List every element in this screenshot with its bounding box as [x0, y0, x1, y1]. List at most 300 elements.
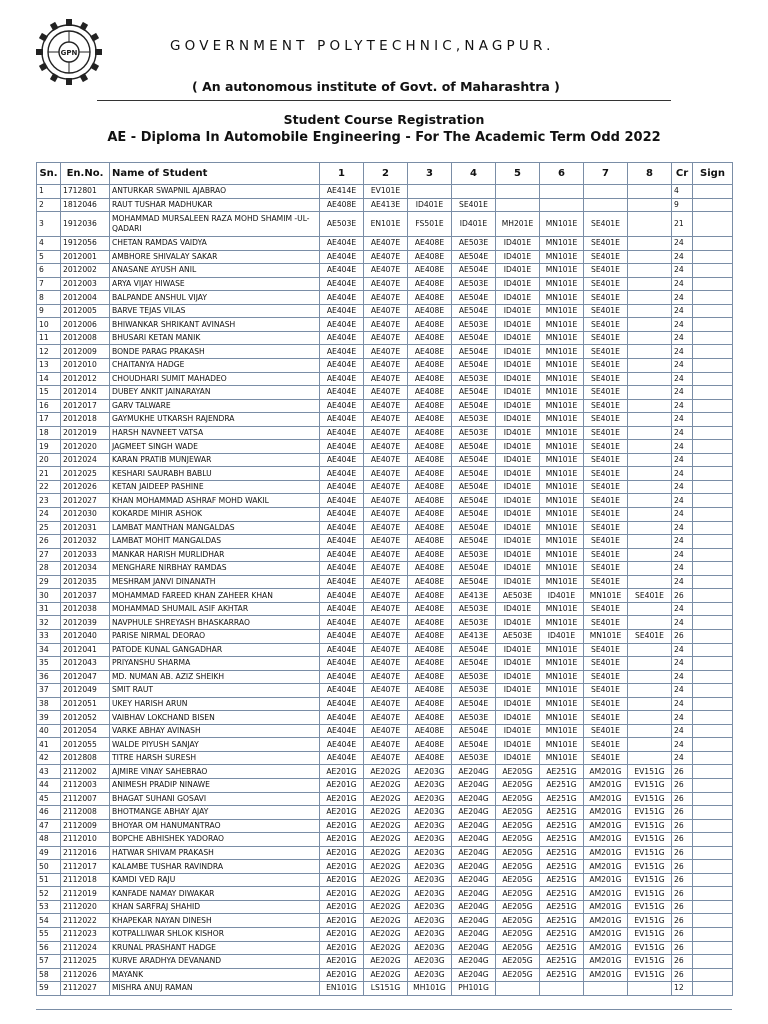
- table-cell: AE407E: [364, 711, 408, 725]
- table-cell: ID401E: [496, 711, 540, 725]
- table-cell: AE404E: [320, 304, 364, 318]
- table-cell: 37: [37, 684, 61, 698]
- table-cell: EV151G: [628, 778, 672, 792]
- table-cell: 2012020: [61, 440, 110, 454]
- sign-cell: [693, 792, 733, 806]
- table-cell: SE401E: [584, 453, 628, 467]
- table-cell: AE413E: [364, 198, 408, 212]
- student-name-cell: HARSH NAVNEET VATSA: [110, 426, 320, 440]
- separator-rule: [97, 100, 671, 101]
- table-cell: AE404E: [320, 670, 364, 684]
- table-cell: AE404E: [320, 237, 364, 251]
- table-cell: ID401E: [496, 535, 540, 549]
- table-row: [37, 562, 733, 576]
- sign-cell: [693, 684, 733, 698]
- table-cell: MN101E: [540, 277, 584, 291]
- table-cell: 2112022: [61, 914, 110, 928]
- sign-cell: [693, 237, 733, 251]
- table-row: [37, 846, 733, 860]
- table-cell: 24: [672, 291, 693, 305]
- table-cell: AE404E: [320, 643, 364, 657]
- table-cell: AE407E: [364, 629, 408, 643]
- table-cell: 2112024: [61, 941, 110, 955]
- table-cell: ID401E: [496, 304, 540, 318]
- table-cell: 2112025: [61, 955, 110, 969]
- table-cell: AE404E: [320, 535, 364, 549]
- table-cell: EV151G: [628, 819, 672, 833]
- table-cell: [452, 185, 496, 199]
- student-name-cell: CHAITANYA HADGE: [110, 359, 320, 373]
- table-cell: MN101E: [540, 562, 584, 576]
- table-cell: AE204G: [452, 955, 496, 969]
- table-cell: AE407E: [364, 318, 408, 332]
- table-cell: AE407E: [364, 250, 408, 264]
- table-cell: AE203G: [408, 955, 452, 969]
- table-cell: SE401E: [584, 548, 628, 562]
- sign-cell: [693, 535, 733, 549]
- table-cell: 24: [672, 331, 693, 345]
- table-cell: [628, 724, 672, 738]
- table-cell: 2012017: [61, 399, 110, 413]
- table-cell: AE404E: [320, 738, 364, 752]
- table-cell: AE202G: [364, 846, 408, 860]
- table-cell: AE204G: [452, 900, 496, 914]
- table-cell: AE504E: [452, 521, 496, 535]
- table-cell: 24: [672, 738, 693, 752]
- table-row: [37, 927, 733, 941]
- table-cell: AE408E: [320, 198, 364, 212]
- table-cell: ID401E: [496, 345, 540, 359]
- table-cell: AE407E: [364, 643, 408, 657]
- table-row: [37, 345, 733, 359]
- table-cell: MN101E: [540, 751, 584, 765]
- table-cell: AE503E: [452, 318, 496, 332]
- table-cell: 28: [37, 562, 61, 576]
- table-cell: AE205G: [496, 887, 540, 901]
- table-cell: AM201G: [584, 955, 628, 969]
- table-cell: SE401E: [584, 724, 628, 738]
- table-row: [37, 792, 733, 806]
- table-cell: 2112007: [61, 792, 110, 806]
- table-cell: AE408E: [408, 237, 452, 251]
- table-row: [37, 575, 733, 589]
- sign-cell: [693, 778, 733, 792]
- table-cell: SE401E: [452, 198, 496, 212]
- table-cell: ID401E: [496, 237, 540, 251]
- table-cell: SE401E: [584, 250, 628, 264]
- table-cell: 2012018: [61, 413, 110, 427]
- table-row: [37, 291, 733, 305]
- table-cell: AE404E: [320, 264, 364, 278]
- table-cell: 24: [672, 304, 693, 318]
- table-row: [37, 304, 733, 318]
- table-cell: AE205G: [496, 833, 540, 847]
- table-cell: EV151G: [628, 927, 672, 941]
- student-name-cell: KHAN SARFRAJ SHAHID: [110, 900, 320, 914]
- table-cell: AE203G: [408, 873, 452, 887]
- student-name-cell: VAIBHAV LOKCHAND BISEN: [110, 711, 320, 725]
- table-cell: [628, 711, 672, 725]
- table-cell: AE404E: [320, 426, 364, 440]
- table-cell: EV151G: [628, 955, 672, 969]
- student-name-cell: BONDE PARAG PRAKASH: [110, 345, 320, 359]
- table-cell: 26: [672, 629, 693, 643]
- table-row: [37, 237, 733, 251]
- table-cell: SE401E: [584, 359, 628, 373]
- table-cell: AE251G: [540, 792, 584, 806]
- student-name-cell: KANFADE NAMAY DIWAKAR: [110, 887, 320, 901]
- table-cell: ID401E: [496, 548, 540, 562]
- table-cell: ID401E: [496, 724, 540, 738]
- student-name-cell: ARYA VIJAY HIWASE: [110, 277, 320, 291]
- sign-cell: [693, 900, 733, 914]
- table-cell: AE407E: [364, 413, 408, 427]
- table-cell: 26: [672, 819, 693, 833]
- table-cell: AE204G: [452, 778, 496, 792]
- student-name-cell: BHAGAT SUHANI GOSAVI: [110, 792, 320, 806]
- table-cell: AE407E: [364, 575, 408, 589]
- table-cell: 9: [37, 304, 61, 318]
- table-cell: 2112017: [61, 860, 110, 874]
- table-cell: EV151G: [628, 765, 672, 779]
- table-cell: [628, 185, 672, 199]
- table-cell: ID401E: [496, 467, 540, 481]
- table-cell: 24: [672, 237, 693, 251]
- table-cell: SE401E: [584, 575, 628, 589]
- table-cell: [584, 185, 628, 199]
- table-cell: [540, 982, 584, 996]
- table-cell: AE202G: [364, 819, 408, 833]
- table-cell: EV151G: [628, 806, 672, 820]
- table-cell: AE503E: [452, 413, 496, 427]
- table-cell: [628, 359, 672, 373]
- table-cell: MN101E: [540, 711, 584, 725]
- table-cell: ID401E: [496, 521, 540, 535]
- table-cell: 21: [37, 467, 61, 481]
- table-cell: AE503E: [452, 602, 496, 616]
- table-cell: AE202G: [364, 941, 408, 955]
- table-cell: AE203G: [408, 778, 452, 792]
- table-row: [37, 616, 733, 630]
- table-cell: AE203G: [408, 914, 452, 928]
- table-cell: 47: [37, 819, 61, 833]
- table-cell: 24: [672, 711, 693, 725]
- table-cell: AE407E: [364, 386, 408, 400]
- table-cell: 2012002: [61, 264, 110, 278]
- table-cell: 2012055: [61, 738, 110, 752]
- table-cell: AE504E: [452, 250, 496, 264]
- column-header: 3: [408, 163, 452, 185]
- sign-cell: [693, 955, 733, 969]
- student-name-cell: UKEY HARISH ARUN: [110, 697, 320, 711]
- table-cell: SE401E: [584, 521, 628, 535]
- sign-cell: [693, 806, 733, 820]
- table-cell: AE408E: [408, 508, 452, 522]
- table-cell: AE251G: [540, 819, 584, 833]
- table-cell: AE408E: [408, 711, 452, 725]
- table-cell: ID401E: [496, 291, 540, 305]
- table-cell: AE251G: [540, 914, 584, 928]
- student-name-cell: ANTURKAR SWAPNIL AJABRAO: [110, 185, 320, 199]
- student-name-cell: CHETAN RAMDAS VAIDYA: [110, 237, 320, 251]
- table-row: [37, 372, 733, 386]
- table-cell: AM201G: [584, 846, 628, 860]
- table-row: [37, 535, 733, 549]
- table-cell: AE203G: [408, 941, 452, 955]
- sign-cell: [693, 386, 733, 400]
- table-cell: AE503E: [452, 684, 496, 698]
- table-cell: [496, 185, 540, 199]
- table-cell: ID401E: [496, 697, 540, 711]
- column-header: 6: [540, 163, 584, 185]
- table-row: [37, 887, 733, 901]
- table-cell: AE202G: [364, 927, 408, 941]
- student-name-cell: MOHAMMAD FAREED KHAN ZAHEER KHAN: [110, 589, 320, 603]
- table-cell: AM201G: [584, 778, 628, 792]
- table-cell: AE404E: [320, 589, 364, 603]
- table-cell: 2012008: [61, 331, 110, 345]
- table-cell: ID401E: [408, 198, 452, 212]
- table-row: [37, 413, 733, 427]
- table-cell: ID401E: [496, 616, 540, 630]
- table-cell: AE404E: [320, 331, 364, 345]
- table-cell: AE404E: [320, 575, 364, 589]
- table-cell: AE202G: [364, 833, 408, 847]
- student-name-cell: KALAMBE TUSHAR RAVINDRA: [110, 860, 320, 874]
- table-cell: 26: [672, 778, 693, 792]
- table-cell: 34: [37, 643, 61, 657]
- table-cell: MN101E: [540, 575, 584, 589]
- table-cell: AE407E: [364, 508, 408, 522]
- table-cell: AE503E: [496, 589, 540, 603]
- table-cell: AE251G: [540, 860, 584, 874]
- sign-cell: [693, 264, 733, 278]
- table-cell: MN101E: [540, 535, 584, 549]
- table-cell: AE504E: [452, 304, 496, 318]
- table-cell: MN101E: [540, 657, 584, 671]
- table-cell: SE401E: [584, 697, 628, 711]
- table-cell: AE205G: [496, 819, 540, 833]
- table-cell: 24: [672, 535, 693, 549]
- table-cell: AE408E: [408, 264, 452, 278]
- column-header: 7: [584, 163, 628, 185]
- table-cell: AE408E: [408, 616, 452, 630]
- table-cell: [496, 982, 540, 996]
- table-cell: MN101E: [540, 697, 584, 711]
- table-cell: AE404E: [320, 629, 364, 643]
- sign-cell: [693, 453, 733, 467]
- table-cell: SE401E: [584, 508, 628, 522]
- student-name-cell: KAMDI VED RAJU: [110, 873, 320, 887]
- student-name-cell: KOKARDE MIHIR ASHOK: [110, 508, 320, 522]
- table-cell: AM201G: [584, 927, 628, 941]
- table-cell: [408, 185, 452, 199]
- table-row: [37, 765, 733, 779]
- student-name-cell: DUBEY ANKIT JAINARAYAN: [110, 386, 320, 400]
- student-name-cell: MISHRA ANUJ RAMAN: [110, 982, 320, 996]
- table-cell: SE401E: [584, 264, 628, 278]
- table-cell: 24: [672, 697, 693, 711]
- table-cell: AE205G: [496, 941, 540, 955]
- table-cell: [628, 738, 672, 752]
- table-cell: 2012035: [61, 575, 110, 589]
- table-cell: 8: [37, 291, 61, 305]
- table-cell: AE203G: [408, 833, 452, 847]
- student-name-cell: BHIWANKAR SHRIKANT AVINASH: [110, 318, 320, 332]
- sign-cell: [693, 494, 733, 508]
- table-cell: 2012032: [61, 535, 110, 549]
- table-cell: 24: [672, 277, 693, 291]
- table-cell: AM201G: [584, 914, 628, 928]
- table-cell: SE401E: [584, 751, 628, 765]
- table-cell: AE408E: [408, 426, 452, 440]
- table-cell: 20: [37, 453, 61, 467]
- table-cell: 2012025: [61, 467, 110, 481]
- table-cell: SE401E: [584, 480, 628, 494]
- table-cell: AE404E: [320, 359, 364, 373]
- table-cell: AE404E: [320, 467, 364, 481]
- table-row: [37, 751, 733, 765]
- table-cell: SE401E: [628, 589, 672, 603]
- student-name-cell: GARV TALWARE: [110, 399, 320, 413]
- table-cell: AE204G: [452, 968, 496, 982]
- table-cell: SE401E: [584, 345, 628, 359]
- table-cell: 24: [672, 751, 693, 765]
- table-cell: AE504E: [452, 440, 496, 454]
- table-cell: AE201G: [320, 819, 364, 833]
- student-name-cell: PARISE NIRMAL DEORAO: [110, 629, 320, 643]
- table-cell: EN101G: [320, 982, 364, 996]
- table-cell: 3: [37, 212, 61, 237]
- table-cell: 2012026: [61, 480, 110, 494]
- table-cell: AE205G: [496, 927, 540, 941]
- table-row: [37, 873, 733, 887]
- table-cell: [628, 264, 672, 278]
- table-cell: [628, 237, 672, 251]
- table-cell: MN101E: [540, 345, 584, 359]
- table-row: [37, 426, 733, 440]
- table-cell: 2012047: [61, 670, 110, 684]
- table-cell: 2012037: [61, 589, 110, 603]
- registration-table: [36, 162, 732, 996]
- table-cell: AE407E: [364, 521, 408, 535]
- table-cell: MN101E: [540, 359, 584, 373]
- table-cell: 14: [37, 372, 61, 386]
- table-cell: 2012043: [61, 657, 110, 671]
- table-cell: 21: [672, 212, 693, 237]
- table-cell: AE408E: [408, 291, 452, 305]
- table-cell: SE401E: [584, 643, 628, 657]
- table-cell: ID401E: [496, 657, 540, 671]
- table-cell: AE504E: [452, 575, 496, 589]
- table-cell: AE504E: [452, 291, 496, 305]
- table-cell: AE404E: [320, 277, 364, 291]
- table-cell: 54: [37, 914, 61, 928]
- table-cell: AE404E: [320, 616, 364, 630]
- student-name-cell: JAGMEET SINGH WADE: [110, 440, 320, 454]
- table-cell: EV151G: [628, 900, 672, 914]
- table-cell: [628, 426, 672, 440]
- student-name-cell: HATWAR SHIVAM PRAKASH: [110, 846, 320, 860]
- table-cell: AE504E: [452, 697, 496, 711]
- table-cell: AE404E: [320, 399, 364, 413]
- table-cell: 24: [672, 602, 693, 616]
- table-cell: ID401E: [496, 264, 540, 278]
- table-cell: SE401E: [584, 426, 628, 440]
- table-cell: 10: [37, 318, 61, 332]
- table-cell: 13: [37, 359, 61, 373]
- table-cell: 2112010: [61, 833, 110, 847]
- footer-rule: [36, 1009, 732, 1010]
- table-cell: SE401E: [584, 372, 628, 386]
- student-name-cell: KHAN MOHAMMAD ASHRAF MOHD WAKIL: [110, 494, 320, 508]
- table-cell: AE408E: [408, 331, 452, 345]
- table-cell: AE407E: [364, 751, 408, 765]
- table-cell: 26: [672, 900, 693, 914]
- sign-cell: [693, 318, 733, 332]
- table-cell: AE404E: [320, 494, 364, 508]
- table-cell: MN101E: [540, 264, 584, 278]
- table-cell: 26: [672, 765, 693, 779]
- table-cell: AE407E: [364, 684, 408, 698]
- student-name-cell: TITRE HARSH SURESH: [110, 751, 320, 765]
- table-cell: [628, 657, 672, 671]
- table-cell: EV101E: [364, 185, 408, 199]
- table-cell: [628, 291, 672, 305]
- table-cell: AE251G: [540, 968, 584, 982]
- student-name-cell: KARAN PRATIB MUNJEWAR: [110, 453, 320, 467]
- table-cell: 2012040: [61, 629, 110, 643]
- table-cell: [628, 440, 672, 454]
- table-cell: AE404E: [320, 657, 364, 671]
- table-cell: AE504E: [452, 345, 496, 359]
- table-cell: 26: [672, 833, 693, 847]
- table-row: [37, 806, 733, 820]
- table-cell: 2012031: [61, 521, 110, 535]
- sign-cell: [693, 440, 733, 454]
- table-cell: SE401E: [584, 440, 628, 454]
- table-cell: AE201G: [320, 968, 364, 982]
- table-row: [37, 480, 733, 494]
- table-cell: AE404E: [320, 480, 364, 494]
- table-cell: AE408E: [408, 521, 452, 535]
- table-cell: 57: [37, 955, 61, 969]
- table-cell: MN101E: [540, 684, 584, 698]
- table-cell: [628, 198, 672, 212]
- table-cell: MN101E: [540, 670, 584, 684]
- table-row: [37, 440, 733, 454]
- table-cell: MN101E: [540, 291, 584, 305]
- table-cell: SE401E: [628, 629, 672, 643]
- table-cell: AE203G: [408, 819, 452, 833]
- table-cell: 49: [37, 846, 61, 860]
- table-cell: AE201G: [320, 806, 364, 820]
- sign-cell: [693, 765, 733, 779]
- table-cell: AE202G: [364, 806, 408, 820]
- table-cell: AE404E: [320, 250, 364, 264]
- table-cell: EV151G: [628, 860, 672, 874]
- table-cell: AE408E: [408, 751, 452, 765]
- table-cell: SE401E: [584, 670, 628, 684]
- table-cell: AE408E: [408, 738, 452, 752]
- institute-title: GOVERNMENT POLYTECHNIC,NAGPUR.: [170, 38, 555, 54]
- table-cell: MN101E: [584, 589, 628, 603]
- table-cell: AM201G: [584, 765, 628, 779]
- table-cell: 29: [37, 575, 61, 589]
- table-cell: SE401E: [584, 212, 628, 237]
- table-cell: MN101E: [540, 508, 584, 522]
- table-cell: EV151G: [628, 941, 672, 955]
